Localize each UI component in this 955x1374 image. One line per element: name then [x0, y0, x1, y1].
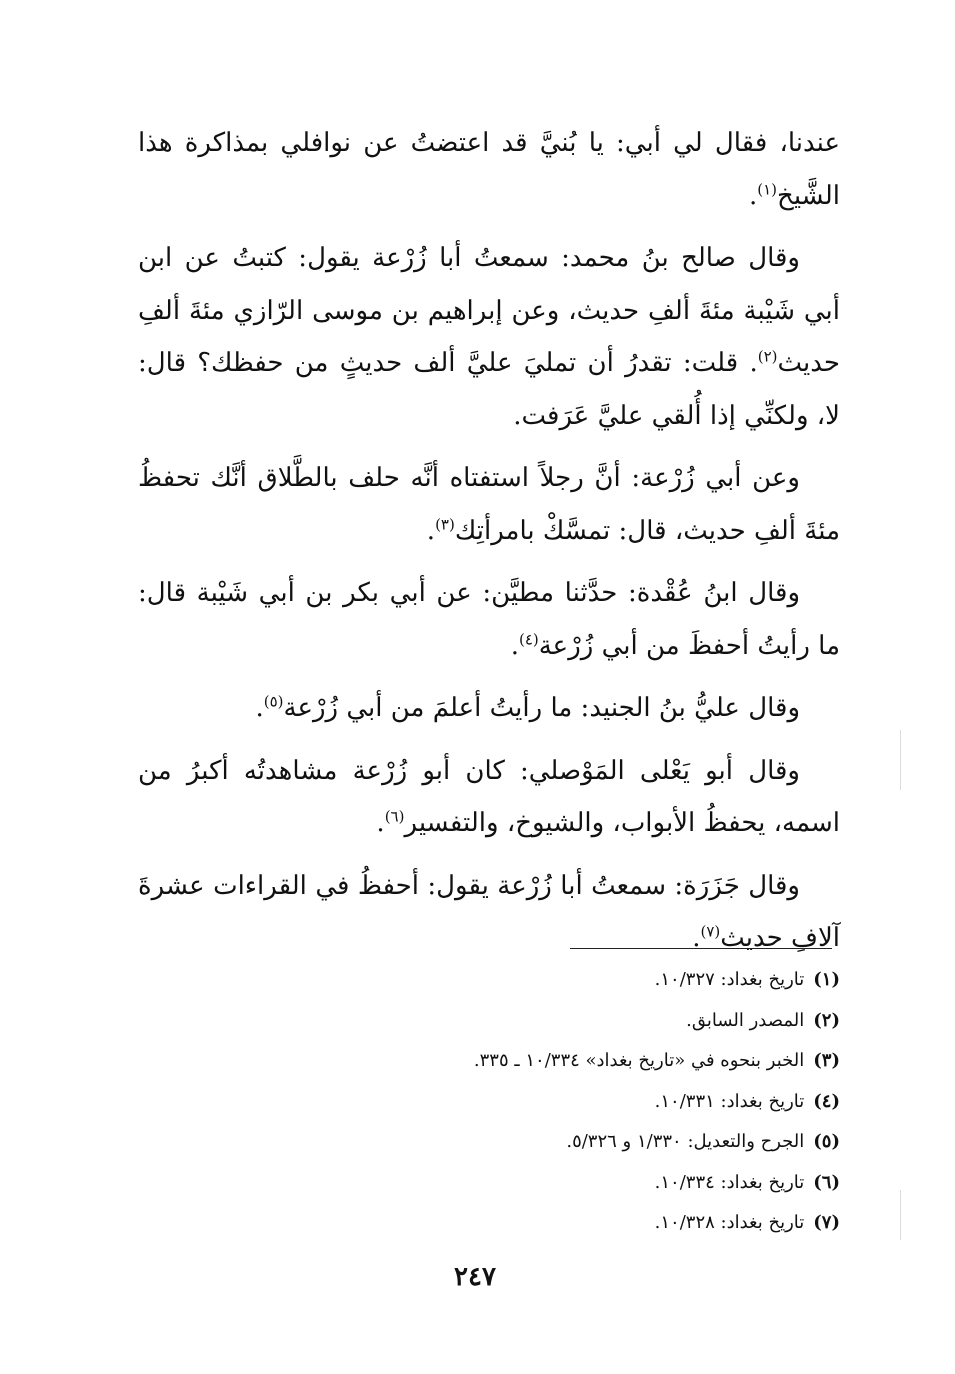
paragraph-text: وقال أبو يَعْلى المَوْصلي: كان أبو زُرْعة مشاهدتُه أكبرُ من اسمه، يحفظُ الأبواب، والشيوخ، والتفسير — [138, 755, 840, 838]
footnote-text: تاريخ بغداد: ١٠/٣٣١. — [654, 1090, 805, 1112]
paragraph-tail: . — [255, 693, 264, 723]
footnote-text: الخبر بنحوه في «تاريخ بغداد» ١٠/٣٣٤ ـ ٣٣٥. — [473, 1050, 805, 1071]
footnote-4 — [300, 1082, 840, 1123]
scan-margin-mark — [900, 1190, 901, 1240]
footnote-text: تاريخ بغداد: ١٠/٣٣٤. — [654, 1171, 805, 1193]
scan-margin-mark — [900, 730, 901, 790]
footnote-ref: (١) — [757, 179, 778, 198]
footnote-number: (٣) — [813, 1050, 840, 1071]
paragraph-2 — [138, 232, 840, 442]
footnote-ref: (٣) — [435, 514, 455, 533]
footnote-text: تاريخ بغداد: ١٠/٣٢٧. — [654, 969, 805, 990]
footnote-number: (٦) — [813, 1171, 840, 1193]
paragraph-text: عندنا، فقال لي أبي: يا بُنيَّ قد اعتضتُ عن نوافلي بمذاكرة هذا الشَّيخ — [138, 128, 840, 211]
footnote-number: (٥) — [813, 1131, 840, 1152]
paragraph-tail: . قلت: تقدرُ أن تمليَ عليَّ ألف حديثٍ من حفظك؟ قال: لا، ولكنِّي إذا أُلقي عليَّ عَرَفت. — [138, 348, 840, 431]
footnote-ref: (٤) — [518, 629, 539, 648]
paragraph-text: وعن أبي زُرْعة: أنَّ رجلاً استفتاه أنَّه حلف بالطَّلاق أنَّك تحفظُ مئةَ ألفِ حديث، قال: تمسَّكْ بامرأتِك — [138, 463, 840, 546]
footnote-ref: (٧) — [700, 922, 721, 941]
footnote-ref: (٥) — [263, 692, 284, 711]
paragraph-5 — [138, 682, 840, 735]
paragraph-tail: . — [748, 180, 758, 211]
footnote-divider — [570, 948, 832, 949]
footnote-text: تاريخ بغداد: ١٠/٣٢٨. — [654, 1212, 805, 1233]
paragraph-6 — [138, 745, 840, 850]
paragraph-text: وقال عليُّ بنُ الجنيد: ما رأيتُ أعلمَ من أبي زُرْعة — [283, 693, 800, 723]
paragraph-tail: . — [426, 515, 436, 546]
footnote-ref: (٢) — [757, 347, 778, 366]
paragraph-1 — [138, 117, 840, 222]
footnote-1 — [300, 960, 840, 1001]
page-number: ٢٤٧ — [454, 1262, 496, 1292]
footnote-7 — [300, 1203, 840, 1244]
paragraph-4 — [138, 567, 840, 672]
paragraph-text: وقال ابنُ عُقْدة: حدَّثنا مطيَّن: عن أبي بكر بن أبي شَيْبة قال: ما رأيتُ أحفظَ من أبي زُرْعة — [138, 578, 840, 661]
footnote-number: (٢) — [813, 1009, 840, 1031]
paragraph-tail: . — [510, 630, 519, 661]
footnotes — [300, 960, 840, 1244]
paragraph-3 — [138, 452, 840, 557]
footnote-number: (٧) — [813, 1212, 840, 1233]
footnote-2 — [300, 1001, 840, 1042]
footnote-5 — [300, 1122, 840, 1163]
main-text — [138, 117, 840, 975]
paragraph-tail: . — [692, 923, 701, 953]
paragraph-tail: . — [376, 808, 385, 838]
paragraph-text: وقال صالح بنُ محمد: سمعتُ أبا زُرْعة يقول: كتبتُ عن ابن أبي شَيْبة مئةَ ألفِ حديث، وعن إبراهيم بن موسى الرّازي مئةَ ألفِ حديث — [138, 243, 840, 378]
footnote-text: المصدر السابق. — [686, 1009, 805, 1031]
paragraph-text: وقال جَزَرَة: سمعتُ أبا زُرْعة يقول: أحفظُ في القراءات عشرةَ آلافِ حديث — [138, 870, 840, 953]
footnote-text: الجرح والتعديل: ١/٣٣٠ و ٥/٣٢٦. — [566, 1131, 805, 1152]
footnote-6 — [300, 1163, 840, 1204]
footnote-ref: (٦) — [384, 807, 405, 826]
footnote-number: (١) — [813, 969, 840, 990]
footnote-number: (٤) — [813, 1090, 840, 1112]
footnote-3 — [300, 1041, 840, 1082]
